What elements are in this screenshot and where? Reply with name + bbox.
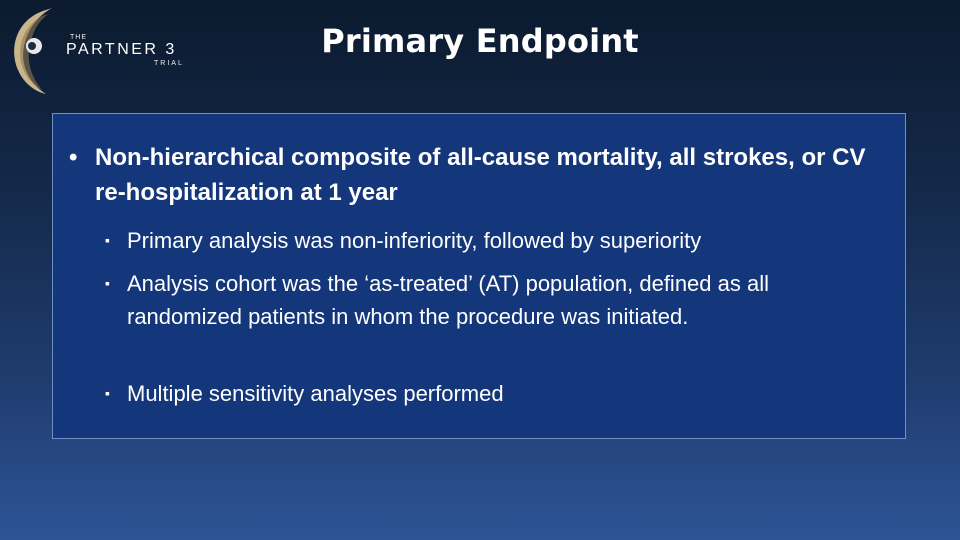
main-bullet-text: Non-hierarchical composite of all-cause mortality, all strokes, or CV re-hospitalization at 1 year [95, 144, 866, 206]
logo-sub-text: TRIAL [154, 60, 184, 67]
logo-the-text: THE [70, 34, 87, 41]
sub-bullet-1 [105, 224, 885, 257]
square-bullet-icon: ▪ [105, 385, 110, 401]
sub-bullet-text: Analysis cohort was the ‘as-treated’ (AT) population, defined as all randomized patients in whom the procedure was initiated. [127, 271, 769, 329]
slide-title: Primary Endpoint [321, 22, 639, 60]
sub-bullet-3 [105, 377, 885, 410]
content-box [52, 113, 906, 439]
bullet-dot-icon: • [69, 144, 78, 171]
square-bullet-icon: ▪ [105, 232, 110, 248]
sub-bullet-text: Multiple sensitivity analyses performed [127, 381, 504, 406]
logo-name-text: PARTNER 3 [66, 41, 177, 58]
sub-bullet-text: Primary analysis was non-inferiority, followed by superiority [127, 228, 702, 253]
square-bullet-icon: ▪ [105, 275, 110, 291]
sub-bullet-2 [105, 267, 885, 333]
main-bullet [69, 140, 869, 210]
